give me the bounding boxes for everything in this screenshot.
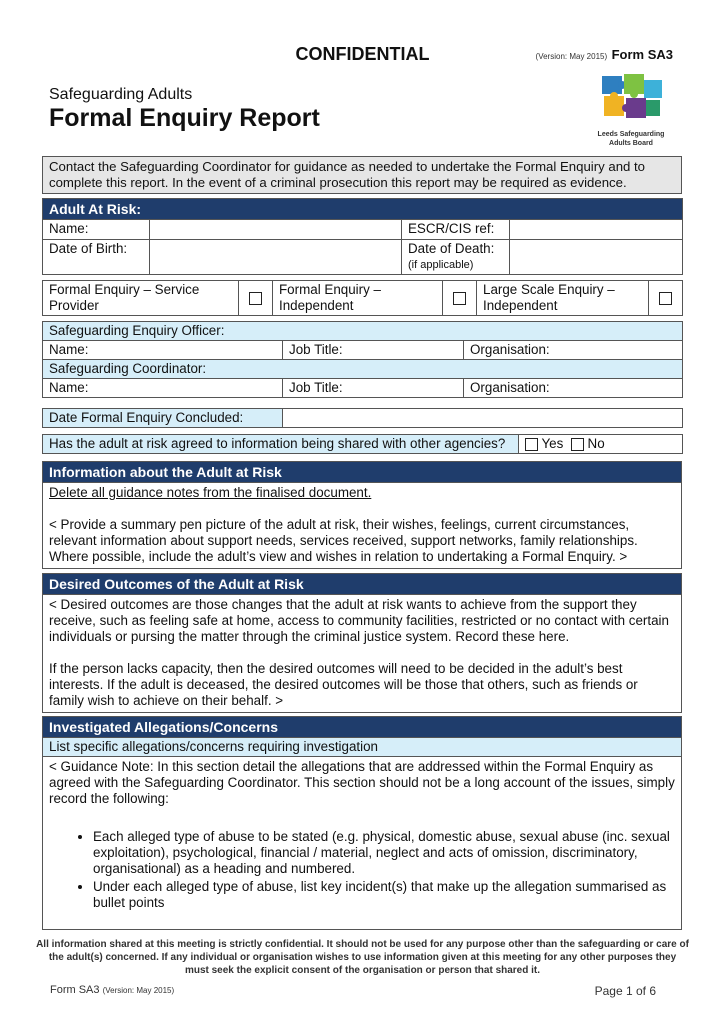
dob-field[interactable]	[150, 240, 402, 275]
enquiry-type-service-provider-cell	[239, 281, 273, 316]
allegations-section	[42, 716, 682, 930]
info-body[interactable]	[43, 483, 682, 569]
officers-table	[42, 321, 683, 398]
intro-box	[42, 156, 682, 194]
enquiry-type-service-provider-label: Formal Enquiry – Service Provider	[43, 281, 239, 316]
enquiry-type-large-scale-checkbox[interactable]	[659, 292, 672, 305]
outcomes-section	[42, 573, 682, 713]
allegations-body[interactable]	[43, 757, 682, 930]
dod-note: (if applicable)	[408, 259, 474, 271]
outcomes-guidance-2: If the person lacks capacity, then the desired outcomes will need to be decided in the adult’s best interests. If the adult is deceased, the desired outcomes will be those that others, such as friends or family wish to achieve on their behalf. >	[49, 661, 638, 708]
concluded-table	[42, 408, 683, 428]
outcomes-heading: Desired Outcomes of the Adult at Risk	[43, 574, 682, 595]
sharing-question: Has the adult at risk agreed to information being shared with other agencies?	[43, 435, 519, 454]
dob-label: Date of Birth:	[43, 240, 150, 275]
concluded-date-field[interactable]	[283, 409, 683, 428]
enquiry-type-large-scale-label: Large Scale Enquiry – Independent	[477, 281, 649, 316]
escr-label: ESCR/CIS ref:	[402, 220, 510, 240]
sharing-options	[519, 435, 683, 454]
adult-at-risk-heading: Adult At Risk:	[43, 199, 683, 220]
sharing-yes-checkbox[interactable]	[525, 438, 538, 451]
coordinator-org-field[interactable]: Organisation:	[464, 379, 683, 398]
dod-label: Date of Death:	[408, 241, 495, 256]
confidentiality-notice: All information shared at this meeting is strictly confidential. It should not be used for any purpose other than the safeguarding or care of the adult(s) concerned. If any individual or organisation wishes to use information given at this meeting for any other purposes they must seek the explicit consent of the organisation or person that shared it.	[36, 939, 689, 976]
allegations-guidance: < Guidance Note: In this section detail the allegations that are addressed within the Formal Enquiry as agreed with the Safeguarding Coordinator. This section should not be a long account of the issues, simply record the following:	[49, 759, 675, 806]
footer-form-version: (Version: May 2015)	[102, 986, 175, 995]
enquiry-type-service-provider-checkbox[interactable]	[249, 292, 262, 305]
enquiry-type-independent-checkbox[interactable]	[453, 292, 466, 305]
enquiry-type-table	[42, 280, 683, 316]
puzzle-logo-icon	[596, 72, 666, 124]
document-title: Formal Enquiry Report	[49, 104, 320, 132]
enquiry-type-independent-label: Formal Enquiry – Independent	[273, 281, 443, 316]
name-label: Name:	[43, 220, 150, 240]
allegations-heading: Investigated Allegations/Concerns	[43, 717, 682, 738]
document-subtitle: Safeguarding Adults	[49, 86, 193, 103]
coordinator-job-field[interactable]: Job Title:	[283, 379, 464, 398]
info-heading: Information about the Adult at Risk	[43, 462, 682, 483]
sharing-yes-label: Yes	[541, 436, 564, 451]
info-guidance-text: < Provide a summary pen picture of the adult at risk, their wishes, feelings, current circumstances, relevant information about support needs, services received, support networks, family relationships. Where possible, include the adult’s view and wishes in relation to undertaking a Formal Enquiry. >	[49, 517, 638, 564]
allegations-bullet-1: • Each alleged type of abuse to be stated (e.g. physical, domestic abuse, sexual abuse (inc. sexual exploitation), psychological, financial / material, neglect and acts of omission, discriminatory, organisational) as a heading and numbered.	[93, 829, 675, 877]
officer-org-field[interactable]: Organisation:	[464, 341, 683, 360]
sharing-table	[42, 434, 683, 454]
coordinator-heading: Safeguarding Coordinator:	[43, 360, 683, 379]
delete-guidance-note: Delete all guidance notes from the finalised document.	[49, 485, 372, 500]
officer-job-field[interactable]: Job Title:	[283, 341, 464, 360]
escr-field[interactable]	[510, 220, 683, 240]
form-version-block	[536, 46, 673, 64]
intro-text: Contact the Safeguarding Coordinator for guidance as needed to undertake the Formal Enquiry and to complete this report. In the event of a criminal prosecution this report may be required as evidence.	[43, 157, 682, 194]
enquiry-type-independent-cell	[443, 281, 477, 316]
sharing-no-label: No	[587, 436, 605, 451]
enquiry-officer-heading: Safeguarding Enquiry Officer:	[43, 322, 683, 341]
allegations-subheading: List specific allegations/concerns requiring investigation	[43, 738, 682, 757]
page-number: Page 1 of 6	[594, 984, 656, 998]
name-field[interactable]	[150, 220, 402, 240]
confidential-label: CONFIDENTIAL	[295, 44, 430, 64]
outcomes-guidance-1: < Desired outcomes are those changes that the adult at risk wants to achieve from the support they receive, such as feeling safe at home, access to community facilities, restricted or no contact with certain individuals or pursing the matter through the criminal justice system. Record these here.	[49, 597, 669, 644]
logo-caption: Leeds Safeguarding Adults Board	[597, 131, 665, 147]
form-code: Form SA3	[611, 47, 673, 62]
dod-field[interactable]	[510, 240, 683, 275]
concluded-label: Date Formal Enquiry Concluded:	[43, 409, 283, 428]
version-label: (Version: May 2015)	[535, 52, 608, 61]
coordinator-name-field[interactable]: Name:	[43, 379, 283, 398]
footer-form-label	[50, 984, 174, 996]
officer-name-field[interactable]: Name:	[43, 341, 283, 360]
allegations-bullet-2: • Under each alleged type of abuse, list key incident(s) that make up the allegation summarised as bullet points	[93, 879, 675, 911]
info-section	[42, 461, 682, 569]
footer-form-code: Form SA3	[50, 984, 100, 996]
enquiry-type-large-scale-cell	[649, 281, 683, 316]
adult-at-risk-table	[42, 198, 683, 275]
sharing-no-checkbox[interactable]	[571, 438, 584, 451]
allegations-bullet-list	[49, 829, 675, 911]
outcomes-body[interactable]	[43, 595, 682, 713]
dod-label-cell	[402, 240, 510, 275]
